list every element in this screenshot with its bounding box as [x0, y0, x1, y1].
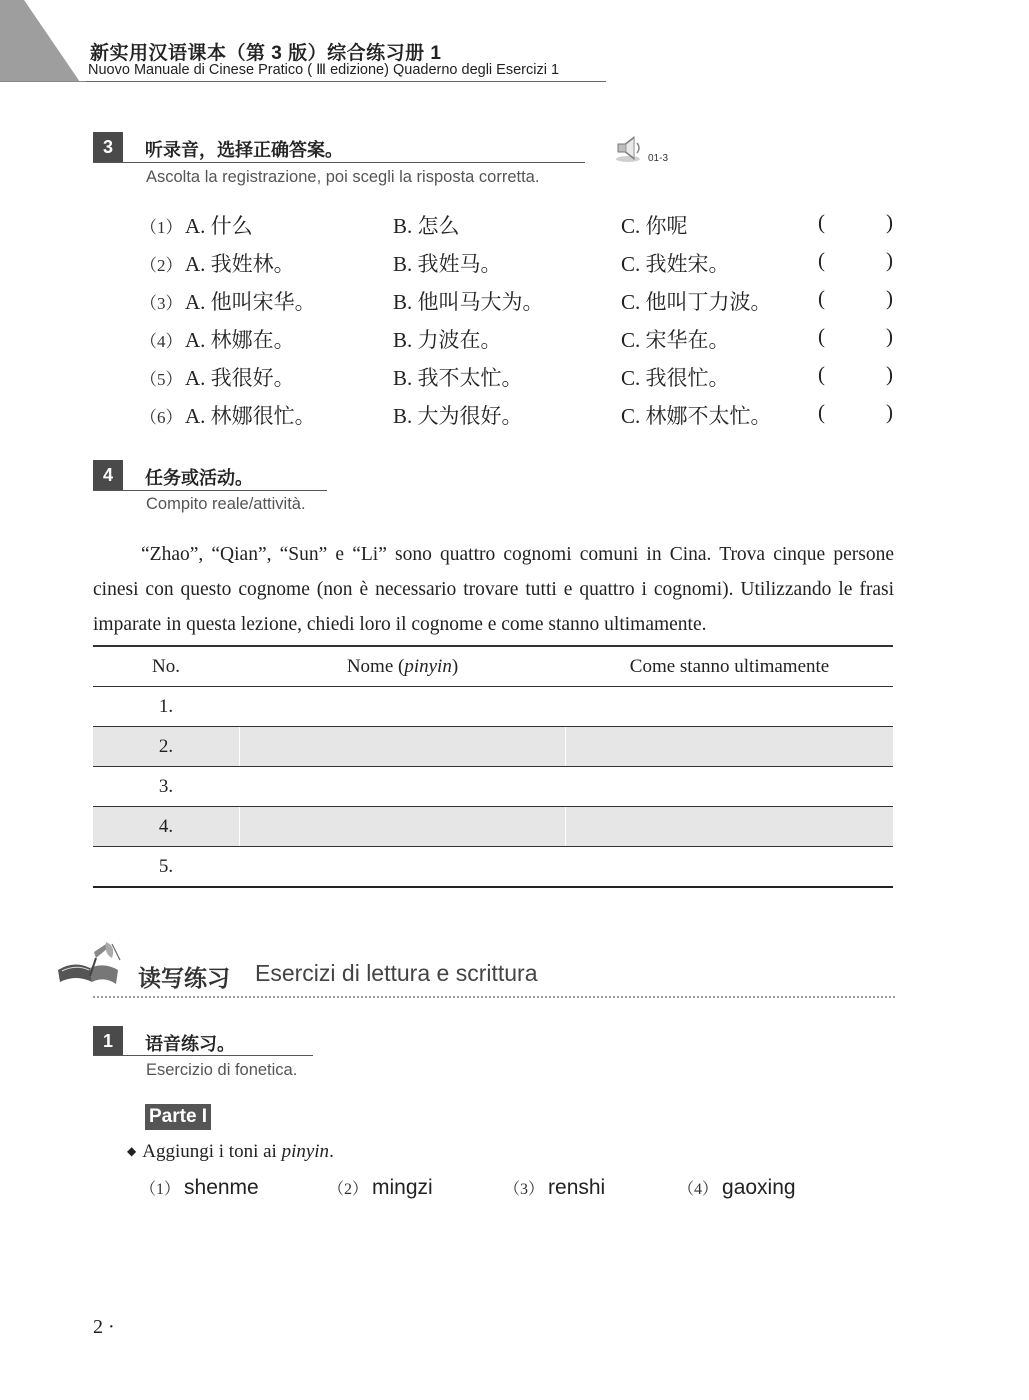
choice-number: （6） [140, 408, 183, 427]
choice-c: C. 你呢 [621, 214, 688, 238]
header-rule-grey [0, 81, 86, 82]
row-number: 3. [93, 767, 240, 807]
answer-paren-close: ) [886, 400, 893, 424]
table-header-row [93, 646, 893, 687]
dotted-divider [93, 996, 895, 998]
choice-a: A. 我很好。 [185, 366, 295, 390]
choice-c: C. 他叫丁力波。 [621, 290, 772, 314]
status-cell[interactable] [566, 807, 894, 847]
answer-paren-close: ) [886, 362, 893, 386]
audio-track-number: 01-3 [648, 153, 669, 164]
choice-a: A. 他叫宋华。 [185, 290, 316, 314]
task-paragraph: “Zhao”, “Qian”, “Sun” e “Li” sono quattro cognomi comuni in Cina. Trova cinque persone cinesi con questo cognome (non è necessario trovare tutti e quattro i cognomi). Utilizzando le frasi imparate in questa lezione, chiedi loro il cognome e come stanno ultimamente. [93, 544, 894, 635]
choice-number: （1） [140, 218, 183, 237]
table-row [93, 847, 893, 888]
choice-b: B. 我姓马。 [393, 252, 502, 276]
reading-section-title-italian: Esercizi di lettura e scrittura [255, 960, 538, 986]
header-rule [86, 81, 606, 82]
page-number: 2 · [93, 1316, 115, 1338]
table-row [93, 727, 893, 767]
choice-number: （5） [140, 370, 183, 389]
name-cell[interactable] [240, 847, 566, 888]
book-title-italian: Nuovo Manuale di Cinese Pratico ( Ⅲ edizione) Quaderno degli Esercizi 1 [88, 62, 560, 78]
choice-b: B. 怎么 [393, 214, 460, 238]
choice-b: B. 大为很好。 [393, 404, 523, 428]
answer-paren-open[interactable]: ( [818, 210, 825, 234]
section-3-subtitle: Ascolta la registrazione, poi scegli la risposta corretta. [146, 168, 540, 186]
answer-paren-open[interactable]: ( [818, 286, 825, 310]
choice-row [0, 324, 1029, 354]
section-4-title: 任务或活动。 [145, 468, 253, 488]
choice-c: C. 林娜不太忙。 [621, 404, 772, 428]
choice-row [0, 362, 1029, 392]
corner-decoration [0, 0, 80, 82]
book-title-chinese: 新实用汉语课本（第 3 版）综合练习册 1 [90, 43, 442, 64]
table-row [93, 767, 893, 807]
table-row [93, 687, 893, 727]
name-cell[interactable] [240, 727, 566, 767]
answer-paren-open[interactable]: ( [818, 400, 825, 424]
column-header-name: Nome (pinyin) [240, 646, 566, 687]
choice-b: B. 他叫马大为。 [393, 290, 544, 314]
pinyin-item: （2） mingzi [328, 1176, 433, 1199]
pinyin-item: （3） renshi [504, 1176, 606, 1199]
status-cell[interactable] [566, 767, 894, 807]
section-1-title: 语音练习。 [145, 1034, 235, 1054]
section-1-subtitle: Esercizio di fonetica. [146, 1061, 298, 1079]
section-4-subtitle: Compito reale/attività. [146, 495, 306, 513]
row-number: 1. [93, 687, 240, 727]
answer-paren-open[interactable]: ( [818, 362, 825, 386]
row-number: 4. [93, 807, 240, 847]
section-3-title: 听录音，选择正确答案。 [145, 140, 343, 160]
section-1-number: 1 [93, 1026, 123, 1056]
table-row [93, 807, 893, 847]
choice-row [0, 400, 1029, 430]
row-number: 2. [93, 727, 240, 767]
choice-a: A. 什么 [185, 214, 253, 238]
choice-b: B. 我不太忙。 [393, 366, 523, 390]
pinyin-item: （1） shenme [140, 1176, 259, 1199]
section-4-number: 4 [93, 460, 123, 490]
choice-row [0, 286, 1029, 316]
diamond-bullet-icon: ◆ [127, 1144, 137, 1158]
reading-section-title-chinese: 读写练习 [138, 965, 230, 991]
choice-number: （4） [140, 332, 183, 351]
column-header-status: Come stanno ultimamente [566, 646, 894, 687]
answer-paren-open[interactable]: ( [818, 324, 825, 348]
speaker-icon[interactable] [612, 132, 644, 164]
answer-paren-close: ) [886, 324, 893, 348]
name-cell[interactable] [240, 767, 566, 807]
answer-paren-open[interactable]: ( [818, 248, 825, 272]
status-cell[interactable] [566, 847, 894, 888]
answer-paren-close: ) [886, 210, 893, 234]
name-cell[interactable] [240, 687, 566, 727]
section-4-rule [93, 490, 327, 491]
choice-b: B. 力波在。 [393, 328, 502, 352]
choice-a: A. 林娜在。 [185, 328, 295, 352]
section-1-rule [93, 1055, 313, 1056]
choice-a: A. 林娜很忙。 [185, 404, 316, 428]
choice-a: A. 我姓林。 [185, 252, 295, 276]
section-3-rule [93, 162, 585, 163]
choice-c: C. 我姓宋。 [621, 252, 730, 276]
choice-c: C. 宋华在。 [621, 328, 730, 352]
survey-table [93, 645, 893, 888]
choice-number: （2） [140, 256, 183, 275]
status-cell[interactable] [566, 687, 894, 727]
choice-row [0, 210, 1029, 240]
instruction: ◆ Aggiungi i toni ai pinyin. [127, 1141, 334, 1162]
row-number: 5. [93, 847, 240, 888]
section-3-number: 3 [93, 132, 123, 162]
choice-row [0, 248, 1029, 278]
choice-c: C. 我很忙。 [621, 366, 730, 390]
quill-book-icon [56, 940, 126, 990]
answer-paren-close: ) [886, 286, 893, 310]
parte-label: Parte I [145, 1104, 211, 1130]
answer-paren-close: ) [886, 248, 893, 272]
choice-number: （3） [140, 294, 183, 313]
column-header-no: No. [93, 646, 240, 687]
status-cell[interactable] [566, 727, 894, 767]
pinyin-item: （4） gaoxing [678, 1176, 796, 1199]
name-cell[interactable] [240, 807, 566, 847]
